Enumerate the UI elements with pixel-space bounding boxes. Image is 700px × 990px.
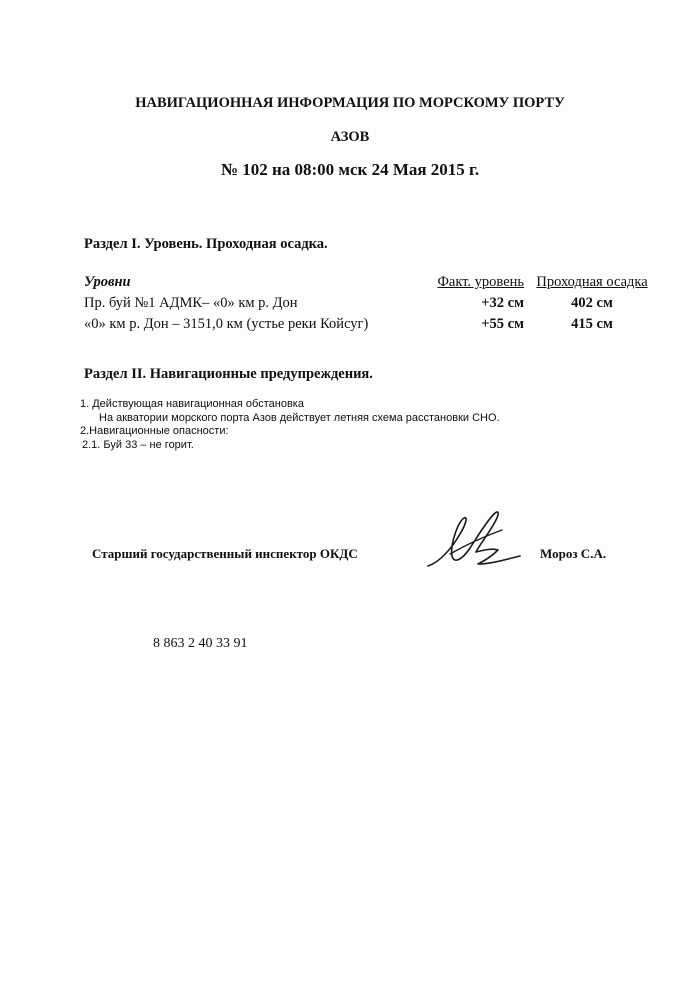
port-name: АЗОВ (330, 129, 370, 145)
row-draft: 402 см (571, 295, 613, 311)
warning-line: На акватории морского порта Азов действует летняя схема расстановки СНО. (99, 411, 500, 424)
row-draft: 415 см (571, 316, 613, 332)
row-location: «0» км р. Дон – 3151,0 км (устье реки Койсуг) (84, 316, 369, 332)
row-location: Пр. буй №1 АДМК– «0» км р. Дон (84, 295, 298, 311)
water-level-table (84, 272, 656, 335)
column-header-levels: Уровни (84, 274, 131, 290)
warning-line: 2.Навигационные опасности: (80, 425, 229, 437)
section2-heading: Раздел II. Навигационные предупреждения. (84, 366, 373, 382)
inspector-name: Мороз С.А. (540, 546, 607, 561)
warning-line: 2.1. Буй 33 – не горит. (82, 438, 194, 451)
row-actual-level: +32 см (481, 295, 524, 311)
contact-phone: 8 863 2 40 33 91 (153, 636, 248, 651)
column-header-draft: Проходная осадка (536, 274, 648, 290)
row-actual-level: +55 см (481, 316, 524, 332)
table-row (84, 293, 656, 314)
bulletin-number-date: № 102 на 08:00 мск 24 Мая 2015 г. (220, 160, 480, 179)
inspector-position: Старший государственный инспектор ОКДС (92, 546, 358, 561)
document-title: НАВИГАЦИОННАЯ ИНФОРМАЦИЯ ПО МОРСКОМУ ПОРТУ (135, 95, 565, 111)
handwritten-signature (420, 504, 530, 580)
table-header-row (84, 272, 656, 293)
table-row (84, 314, 656, 335)
column-header-actual-level: Факт. уровень (437, 274, 524, 290)
warning-line: 1. Действующая навигационная обстановка (80, 398, 304, 410)
navigation-warnings (80, 398, 500, 452)
section1-heading: Раздел I. Уровень. Проходная осадка. (84, 236, 328, 252)
